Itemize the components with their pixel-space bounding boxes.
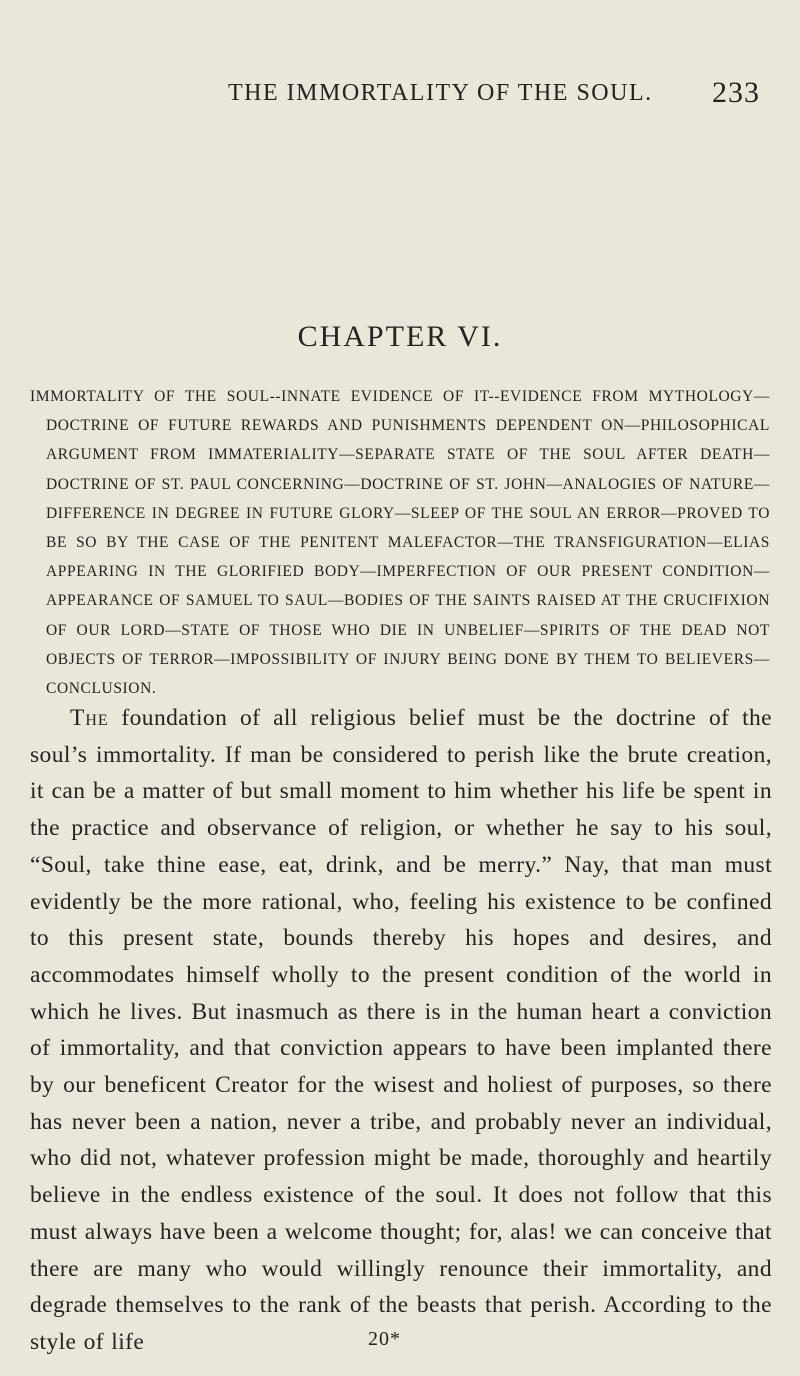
running-title: THE IMMORTALITY OF THE SOUL. [228,80,653,106]
paragraph-text: foundation of all religious belief must be the doctrine of the soul’s immortality. If man be considered to perish like the brute creation, it can be a matter of but small moment to him whether his life be spent in the practice and observance of religion, or whether he say to his soul, “Soul, take thine ease, eat, drink, and be merry.” Nay, that man must evidently be the more rational, who, feeling his existence to be confined to this present state, bounds thereby his hopes and desires, and accommodates himself wholly to the present condition of the world in which he lives. But inasmuch as there is in the human heart a conviction of immortality, and that conviction appears to have been implanted there by our beneficent Creator for the wisest and holiest of purposes, so there has never been a nation, never a tribe, and probably never an individual, who did not, whatever profession might be made, thoroughly and heartily believe in the endless existence of the soul. It does not follow that this must always have been a welcome thought; for, alas! we can conceive that there are many who would willingly renounce their immortality, and degrade themselves to the rank of the beasts that perish. According to the style of life [30,705,772,1355]
body-paragraph [30,700,772,1361]
chapter-synopsis: IMMORTALITY OF THE SOUL--INNATE EVIDENCE OF IT--EVIDENCE FROM MYTHOLOGY—DOCTRINE OF FUTURE REWARDS AND PUNISHMENTS DEPENDENT ON—PHILOSOPHICAL ARGUMENT FROM IMMATERIALITY—SEPARATE STATE OF THE SOUL AFTER DEATH—DOCTRINE OF ST. PAUL CONCERNING—DOCTRINE OF ST. JOHN—ANALOGIES OF NATURE—DIFFERENCE IN DEGREE IN FUTURE GLORY—SLEEP OF THE SOUL AN ERROR—PROVED TO BE SO BY THE CASE OF THE PENITENT MALEFACTOR—THE TRANSFIGURATION—ELIAS APPEARING IN THE GLORIFIED BODY—IMPERFECTION OF OUR PRESENT CONDITION—APPEARANCE OF SAMUEL TO SAUL—BODIES OF THE SAINTS RAISED AT THE CRUCIFIXION OF OUR LORD—STATE OF THOSE WHO DIE IN UNBELIEF—SPIRITS OF THE DEAD NOT OBJECTS OF TERROR—IMPOSSIBILITY OF INJURY BEING DONE BY THEM TO BELIEVERS—CONCLUSION. [30,388,770,698]
chapter-heading: CHAPTER VI. [297,320,503,353]
signature-mark: 20* [368,1328,401,1350]
page-number: 233 [712,76,760,109]
running-head [0,76,800,120]
lead-word: The [70,705,109,731]
